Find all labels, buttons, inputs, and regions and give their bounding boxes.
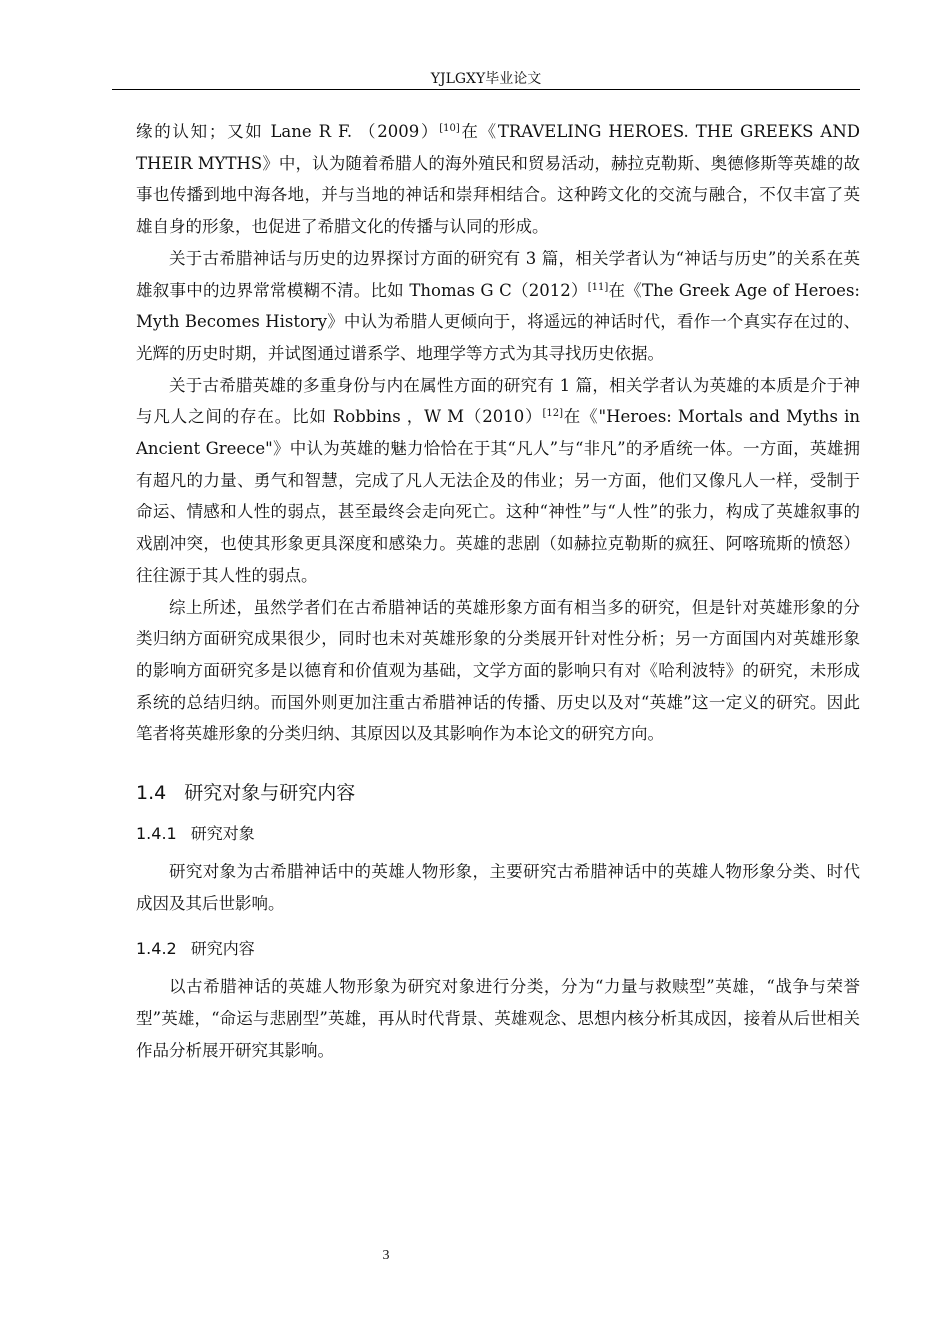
paragraph-2-text-a: 关于古希腊神话与历史的边界探讨方面的研究有 3 篇，相关学者认为“神话与历史”的关系在英雄叙事中的边界常常模糊不清。比如 Thomas G C（2012） [136, 248, 860, 300]
page-number: 3 [382, 1248, 390, 1263]
header-rule [112, 89, 860, 90]
paragraph-research-object: 研究对象为古希腊神话中的英雄人物形象，主要研究古希腊神话中的英雄人物形象分类、时代成因及其后世影响。 [136, 862, 860, 913]
paragraph-3 [136, 370, 860, 592]
subsection-title: 研究内容 [190, 939, 255, 959]
document-body [136, 116, 860, 1067]
paragraph-research-content: 以古希腊神话的英雄人物形象为研究对象进行分类，分为“力量与救赎型”英雄，“战争与荣誉型”英雄，“命运与悲剧型”英雄，再从时代背景、英雄观念、思想内核分析其成因，接着从后世相关作品分析展开研究其影响。 [136, 977, 860, 1060]
section-title: 研究对象与研究内容 [184, 782, 356, 805]
paragraph-3-text-b: 在《"Heroes: Mortals and Myths in Ancient Greece"》中认为英雄的魅力恰恰在于其“凡人”与“非凡”的矛盾统一体。一方面，英雄拥有超凡的力量、勇气和智慧，完成了凡人无法企及的伟业；另一方面，他们又像凡人一样，受制于命运、情感和人性的弱点，甚至最终会走向死亡。这种“神性”与“人性”的张力，构成了英雄叙事的戏剧冲突，也使其形象更具深度和感染力。英雄的悲剧（如赫拉克勒斯的疯狂、阿喀琉斯的愤怒）往往源于其人性的弱点。 [136, 407, 860, 585]
paragraph-1 [136, 116, 860, 243]
paragraph-2-text-b: 在《The Greek Age of Heroes: Myth Becomes History》中认为希腊人更倾向于，将遥远的神话时代，看作一个真实存在过的、光辉的历史时期，并试图通过谱系学、地理学等方式为其寻找历史依据。 [136, 280, 860, 363]
paragraph-4: 综上所述，虽然学者们在古希腊神话的英雄形象方面有相当多的研究，但是针对英雄形象的分类归纳方面研究成果很少，同时也未对英雄形象的分类展开针对性分析；另一方面国内对英雄形象的影响方面研究多是以德育和价值观为基础，文学方面的影响只有对《哈利波特》的研究，未形成系统的总结归纳。而国外则更加注重古希腊神话的传播、历史以及对“英雄”这一定义的研究。因此笔者将英雄形象的分类归纳、其原因以及其影响作为本论文的研究方向。 [136, 597, 860, 744]
citation-11: [11] [587, 281, 609, 293]
running-header: YJLGXY毕业论文 [430, 71, 542, 87]
section-heading-1-4 [136, 780, 860, 806]
subsection-title: 研究对象 [190, 824, 255, 844]
paragraph-1-text-a: 缘的认知；又如 Lane R F. （2009） [136, 122, 440, 141]
subsection-heading-1-4-1 [136, 822, 860, 846]
citation-12: [12] [542, 408, 563, 420]
citation-10: [10] [439, 123, 460, 134]
section-number: 1.4 [136, 782, 167, 805]
paragraph-1-text-b: 在《TRAVELING HEROES. THE GREEKS AND THEIR MYTHS》中，认为随着希腊人的海外殖民和贸易活动，赫拉克勒斯、奥德修斯等英雄的故事也传播到地中海各地，并与当地的神话和崇拜相结合。这种跨文化的交流与融合，不仅丰富了英雄自身的形象，也促进了希腊文化的传播与认同的形成。 [136, 122, 860, 237]
paragraph-2 [136, 243, 860, 370]
subsection-number: 1.4.2 [136, 939, 177, 959]
subsection-number: 1.4.1 [136, 824, 177, 844]
subsection-heading-1-4-2 [136, 937, 860, 961]
paragraph-3-text-a: 关于古希腊英雄的多重身份与内在属性方面的研究有 1 篇，相关学者认为英雄的本质是介于神与凡人之间的存在。比如 Robbins ，W M（2010） [136, 375, 860, 427]
